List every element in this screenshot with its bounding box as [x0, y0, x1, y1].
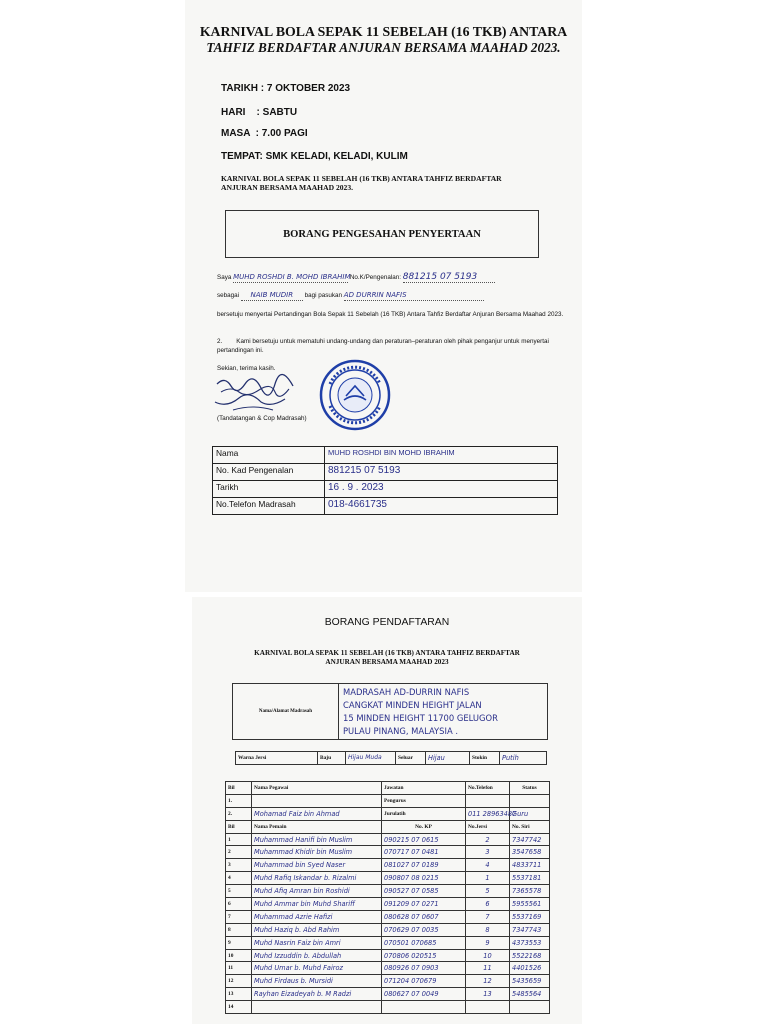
- registration-subtitle-line-1: KARNIVAL BOLA SEPAK 11 SEBELAH (16 TKB) ANTARA TAHFIZ BERDAFTAR: [254, 649, 520, 657]
- player-ic: 080926 07 0903: [384, 964, 439, 973]
- player-jersey: 13: [483, 990, 492, 999]
- table-row: [213, 464, 558, 481]
- table-cell: [466, 910, 510, 923]
- registration-form-page: [192, 597, 582, 1024]
- player-name: Muhammad Hanifi bin Muslim: [254, 835, 353, 844]
- header-cell: No.Telefon: [466, 782, 510, 795]
- bil-cell: 12: [226, 975, 252, 988]
- table-row: [226, 846, 550, 859]
- bil-cell: 6: [226, 898, 252, 911]
- table-cell: [382, 846, 466, 859]
- form-title-line-2: TAHFIZ BERDAFTAR ANJURAN BERSAMA MAAHAD 2023.: [206, 40, 561, 55]
- pasukan-label: bagi pasukan: [304, 292, 343, 299]
- registration-subtitle-line-2: ANJURAN BERSAMA MAAHAD 2023: [325, 658, 449, 666]
- bil-cell: 9: [226, 936, 252, 949]
- event-time: MASA : 7.00 PAGI: [221, 128, 308, 139]
- signature-caption: (Tandatangan & Cop Madrasah): [217, 415, 307, 422]
- row-value: MUHD ROSHDI BIN MOHD IBRAHIM: [325, 447, 558, 464]
- table-cell: [466, 1001, 510, 1014]
- header-cell: Nama Pemain: [252, 820, 382, 833]
- table-cell: [252, 923, 382, 936]
- table-row: [226, 794, 550, 807]
- socks-label: Stokin: [470, 752, 500, 765]
- registration-title: BORANG PENDAFTARAN: [324, 617, 450, 628]
- sebagai-label: sebagai: [217, 292, 240, 299]
- table-cell: [382, 833, 466, 846]
- player-serial: 5485564: [512, 990, 542, 999]
- bil-cell: 8: [226, 923, 252, 936]
- saya-value: MUHD ROSHDI B. MOHD IBRAHIM: [233, 273, 351, 281]
- table-cell: [466, 962, 510, 975]
- table-cell: [510, 872, 550, 885]
- bil-cell: 3: [226, 859, 252, 872]
- player-ic: 071204 070679: [384, 977, 437, 986]
- form-subtitle-line-2: ANJURAN BERSAMA MAAHAD 2023.: [221, 183, 354, 192]
- table-cell: [510, 936, 550, 949]
- table-cell: [382, 872, 466, 885]
- table-cell: [466, 833, 510, 846]
- address-line: PULAU PINANG, MALAYSIA .: [343, 726, 459, 736]
- table-cell: [466, 923, 510, 936]
- table-row: [213, 481, 558, 498]
- pasukan-value: AD DURRIN NAFIS: [344, 291, 484, 301]
- bil-cell: 2.: [226, 807, 252, 820]
- table-cell: [510, 988, 550, 1001]
- madrasah-address-box: [232, 683, 548, 740]
- table-cell: [382, 962, 466, 975]
- table-cell: [252, 988, 382, 1001]
- table-cell: [382, 1001, 466, 1014]
- bil-cell: 5: [226, 885, 252, 898]
- table-cell: [466, 898, 510, 911]
- player-serial: 5435659: [512, 977, 542, 986]
- shorts-label: Seluar: [396, 752, 426, 765]
- row-label: No. Kad Pengenalan: [213, 464, 325, 481]
- player-name: Muhd Afiq Amran bin Roshidi: [254, 887, 350, 896]
- player-ic: 070501 070685: [384, 938, 437, 947]
- player-name: Muhd Haziq b. Abd Rahim: [254, 925, 340, 934]
- table-row: [226, 962, 550, 975]
- address-line: MADRASAH AD-DURRIN NAFIS: [343, 687, 470, 697]
- bil-cell: 7: [226, 910, 252, 923]
- row-label: Tarikh: [213, 481, 325, 498]
- bil-cell: 10: [226, 949, 252, 962]
- player-jersey: 6: [485, 899, 490, 908]
- player-jersey: 12: [483, 977, 492, 986]
- player-name: Rayhan Eizadeyah b. M Radzi: [254, 990, 352, 999]
- table-row: [226, 910, 550, 923]
- table-cell: [466, 975, 510, 988]
- ic-label: No.K/Pengenalan:: [349, 274, 401, 281]
- player-serial: 4373553: [512, 938, 542, 947]
- header-cell: Status: [510, 782, 550, 795]
- bil-cell: 2: [226, 846, 252, 859]
- official-status: Guru: [512, 809, 529, 818]
- row-value: 881215 07 5193: [325, 464, 558, 481]
- shirt-value: Hijau Muda: [348, 754, 382, 762]
- player-jersey: 7: [485, 912, 490, 921]
- table-cell: [252, 949, 382, 962]
- player-name: Muhd Firdaus b. Mursidi: [254, 977, 333, 986]
- form-title-box: [225, 210, 539, 258]
- table-cell: [466, 988, 510, 1001]
- bil-cell: 13: [226, 988, 252, 1001]
- closing-text: Sekian, terima kasih.: [217, 365, 276, 372]
- table-cell: [252, 898, 382, 911]
- player-jersey: 1: [485, 874, 490, 883]
- player-jersey: 2: [485, 835, 490, 844]
- table-cell: [510, 962, 550, 975]
- player-name: Muhd Ammar bin Muhd Shariff: [254, 899, 355, 908]
- table-cell: [382, 936, 466, 949]
- table-row: [226, 988, 550, 1001]
- header-cell: No. KP: [382, 820, 466, 833]
- player-serial: 4401526: [512, 964, 542, 973]
- registration-table: [225, 781, 550, 1014]
- address-line: 15 MINDEN HEIGHT 11700 GELUGOR: [343, 713, 498, 723]
- header-cell: Bil: [226, 782, 252, 795]
- table-row: [226, 859, 550, 872]
- table-cell: [252, 975, 382, 988]
- player-serial: 4833711: [512, 861, 542, 870]
- officials-header-row: [226, 782, 550, 795]
- table-cell: [510, 898, 550, 911]
- confirmation-form-page: [185, 0, 582, 592]
- row-label: No.Telefon Madrasah: [213, 498, 325, 515]
- official-role: Pengurus: [382, 794, 466, 807]
- jersey-color-table: [235, 751, 547, 765]
- player-name: Muhd Umar b. Muhd Fairoz: [254, 964, 344, 973]
- table-row: [226, 807, 550, 820]
- player-serial: 7347742: [512, 835, 542, 844]
- player-jersey: 3: [485, 848, 490, 857]
- header-cell: No. Siri: [510, 820, 550, 833]
- table-row: [226, 936, 550, 949]
- event-day: HARI : SABTU: [221, 107, 298, 118]
- table-row: [226, 975, 550, 988]
- table-row: [226, 923, 550, 936]
- declaration-line-1: [217, 273, 567, 283]
- table-cell: [466, 885, 510, 898]
- table-cell: [252, 885, 382, 898]
- table-row: [213, 498, 558, 515]
- table-cell: [510, 949, 550, 962]
- jersey-label: Warna Jersi: [236, 752, 318, 765]
- table-row: [226, 949, 550, 962]
- table-row: [226, 833, 550, 846]
- official-phone: 011 28963487: [468, 809, 517, 818]
- table-cell: [510, 1001, 550, 1014]
- table-cell: [252, 859, 382, 872]
- table-cell: [382, 988, 466, 1001]
- table-cell: [382, 923, 466, 936]
- table-cell: [466, 936, 510, 949]
- player-name: Muhd Nasrin Faiz bin Amri: [254, 938, 341, 947]
- player-ic: 081027 07 0189: [384, 861, 439, 870]
- signature-image: [211, 370, 306, 415]
- bil-cell: 4: [226, 872, 252, 885]
- table-cell: [466, 846, 510, 859]
- table-cell: [510, 923, 550, 936]
- address-label: Nama/Alamat Madrasah: [233, 684, 339, 739]
- table-row: [226, 1001, 550, 1014]
- table-row: [226, 872, 550, 885]
- player-ic: 070629 07 0035: [384, 925, 439, 934]
- row-label: Nama: [213, 447, 325, 464]
- address-lines: [343, 686, 547, 738]
- player-jersey: 8: [485, 925, 490, 934]
- player-jersey: 9: [485, 938, 490, 947]
- official-role: Jurulatih: [382, 807, 466, 820]
- bil-cell: 1.: [226, 794, 252, 807]
- saya-label: Saya: [217, 274, 232, 281]
- bil-cell: 11: [226, 962, 252, 975]
- socks-value: Putih: [502, 753, 519, 762]
- declaration-paragraph-1: bersetuju menyertai Pertandingan Bola Sepak 11 Sebelah (16 TKB) Antara Tahfiz Berdaftar Anjuran Bersama Maahad 2023.: [217, 311, 564, 318]
- table-cell: [382, 975, 466, 988]
- table-cell: [252, 962, 382, 975]
- player-serial: 3547658: [512, 848, 542, 857]
- row-value: 018-4661735: [325, 498, 558, 515]
- table-cell: [382, 885, 466, 898]
- declaration-paragraph-2: 2. Kami bersetuju untuk mematuhi undang-undang dan peraturan–peraturan oleh pihak penganjur untuk menyertai pertandingan ini.: [217, 338, 551, 354]
- shirt-label: Baju: [318, 752, 346, 765]
- players-list: [226, 833, 550, 1013]
- table-row: [213, 447, 558, 464]
- declaration-line-2: [217, 291, 567, 301]
- player-serial: 5955561: [512, 899, 542, 908]
- player-name: Muhammad bin Syed Naser: [254, 861, 346, 870]
- table-cell: [252, 1001, 382, 1014]
- table-cell: [252, 910, 382, 923]
- player-serial: 5537181: [512, 874, 542, 883]
- player-serial: 7347743: [512, 925, 542, 934]
- box-title: BORANG PENGESAHAN PENYERTAAN: [283, 228, 481, 240]
- player-jersey: 10: [483, 951, 492, 960]
- table-row: [236, 752, 547, 765]
- address-line: CANGKAT MINDEN HEIGHT JALAN: [343, 700, 482, 710]
- player-ic: 090807 08 0215: [384, 874, 439, 883]
- player-jersey: 5: [485, 887, 490, 896]
- table-row: [226, 898, 550, 911]
- players-header-row: [226, 820, 550, 833]
- header-cell: Jawatan: [382, 782, 466, 795]
- bil-cell: 14: [226, 1001, 252, 1014]
- player-ic: 080628 07 0607: [384, 912, 439, 921]
- player-ic: 080627 07 0049: [384, 990, 439, 999]
- confirmation-details-table: [212, 446, 558, 515]
- header-cell: Nama Pegawai: [252, 782, 382, 795]
- table-row: [226, 885, 550, 898]
- player-jersey: 4: [485, 861, 490, 870]
- official-name: Mohamad Faiz bin Ahmad: [254, 809, 340, 818]
- table-cell: [510, 833, 550, 846]
- table-cell: [510, 975, 550, 988]
- player-name: Muhammad Azrie Hafizi: [254, 912, 333, 921]
- header-cell: No.Jersi: [466, 820, 510, 833]
- table-cell: [252, 936, 382, 949]
- form-subtitle-line-1: KARNIVAL BOLA SEPAK 11 SEBELAH (16 TKB) ANTARA TAHFIZ BERDAFTAR: [221, 174, 502, 183]
- player-ic: 090215 07 0615: [384, 835, 439, 844]
- table-cell: [510, 846, 550, 859]
- row-value: 16 . 9 . 2023: [325, 481, 558, 498]
- table-cell: [252, 846, 382, 859]
- form-title-line-1: KARNIVAL BOLA SEPAK 11 SEBELAH (16 TKB) ANTARA: [199, 24, 568, 39]
- event-venue: TEMPAT: SMK KELADI, KELADI, KULIM: [221, 151, 408, 162]
- ic-value: 881215 07 5193: [403, 273, 495, 283]
- table-cell: [510, 885, 550, 898]
- player-serial: 7365578: [512, 887, 542, 896]
- table-cell: [382, 910, 466, 923]
- player-ic: 070806 020515: [384, 951, 437, 960]
- event-date: TARIKH : 7 OKTOBER 2023: [221, 83, 351, 94]
- table-cell: [510, 910, 550, 923]
- player-name: Muhammad Khidir bin Muslim: [254, 848, 353, 857]
- table-cell: [382, 859, 466, 872]
- table-cell: [466, 949, 510, 962]
- player-ic: 070717 07 0481: [384, 848, 439, 857]
- player-name: Muhd Izzuddin b. Abdullah: [254, 951, 342, 960]
- shorts-value: Hijau: [428, 753, 445, 762]
- table-cell: [252, 833, 382, 846]
- header-cell: Bil: [226, 820, 252, 833]
- table-cell: [466, 859, 510, 872]
- player-name: Muhd Rafiq Iskandar b. Rizalmi: [254, 874, 357, 883]
- player-serial: 5537169: [512, 912, 542, 921]
- table-cell: [382, 898, 466, 911]
- player-jersey: 11: [483, 964, 492, 973]
- sebagai-value: NAIB MUDIR: [241, 291, 303, 301]
- table-cell: [510, 859, 550, 872]
- player-ic: 091209 07 0271: [384, 899, 439, 908]
- player-serial: 5522168: [512, 951, 542, 960]
- table-cell: [252, 872, 382, 885]
- table-cell: [466, 872, 510, 885]
- table-cell: [382, 949, 466, 962]
- bil-cell: 1: [226, 833, 252, 846]
- player-ic: 090527 07 0585: [384, 887, 439, 896]
